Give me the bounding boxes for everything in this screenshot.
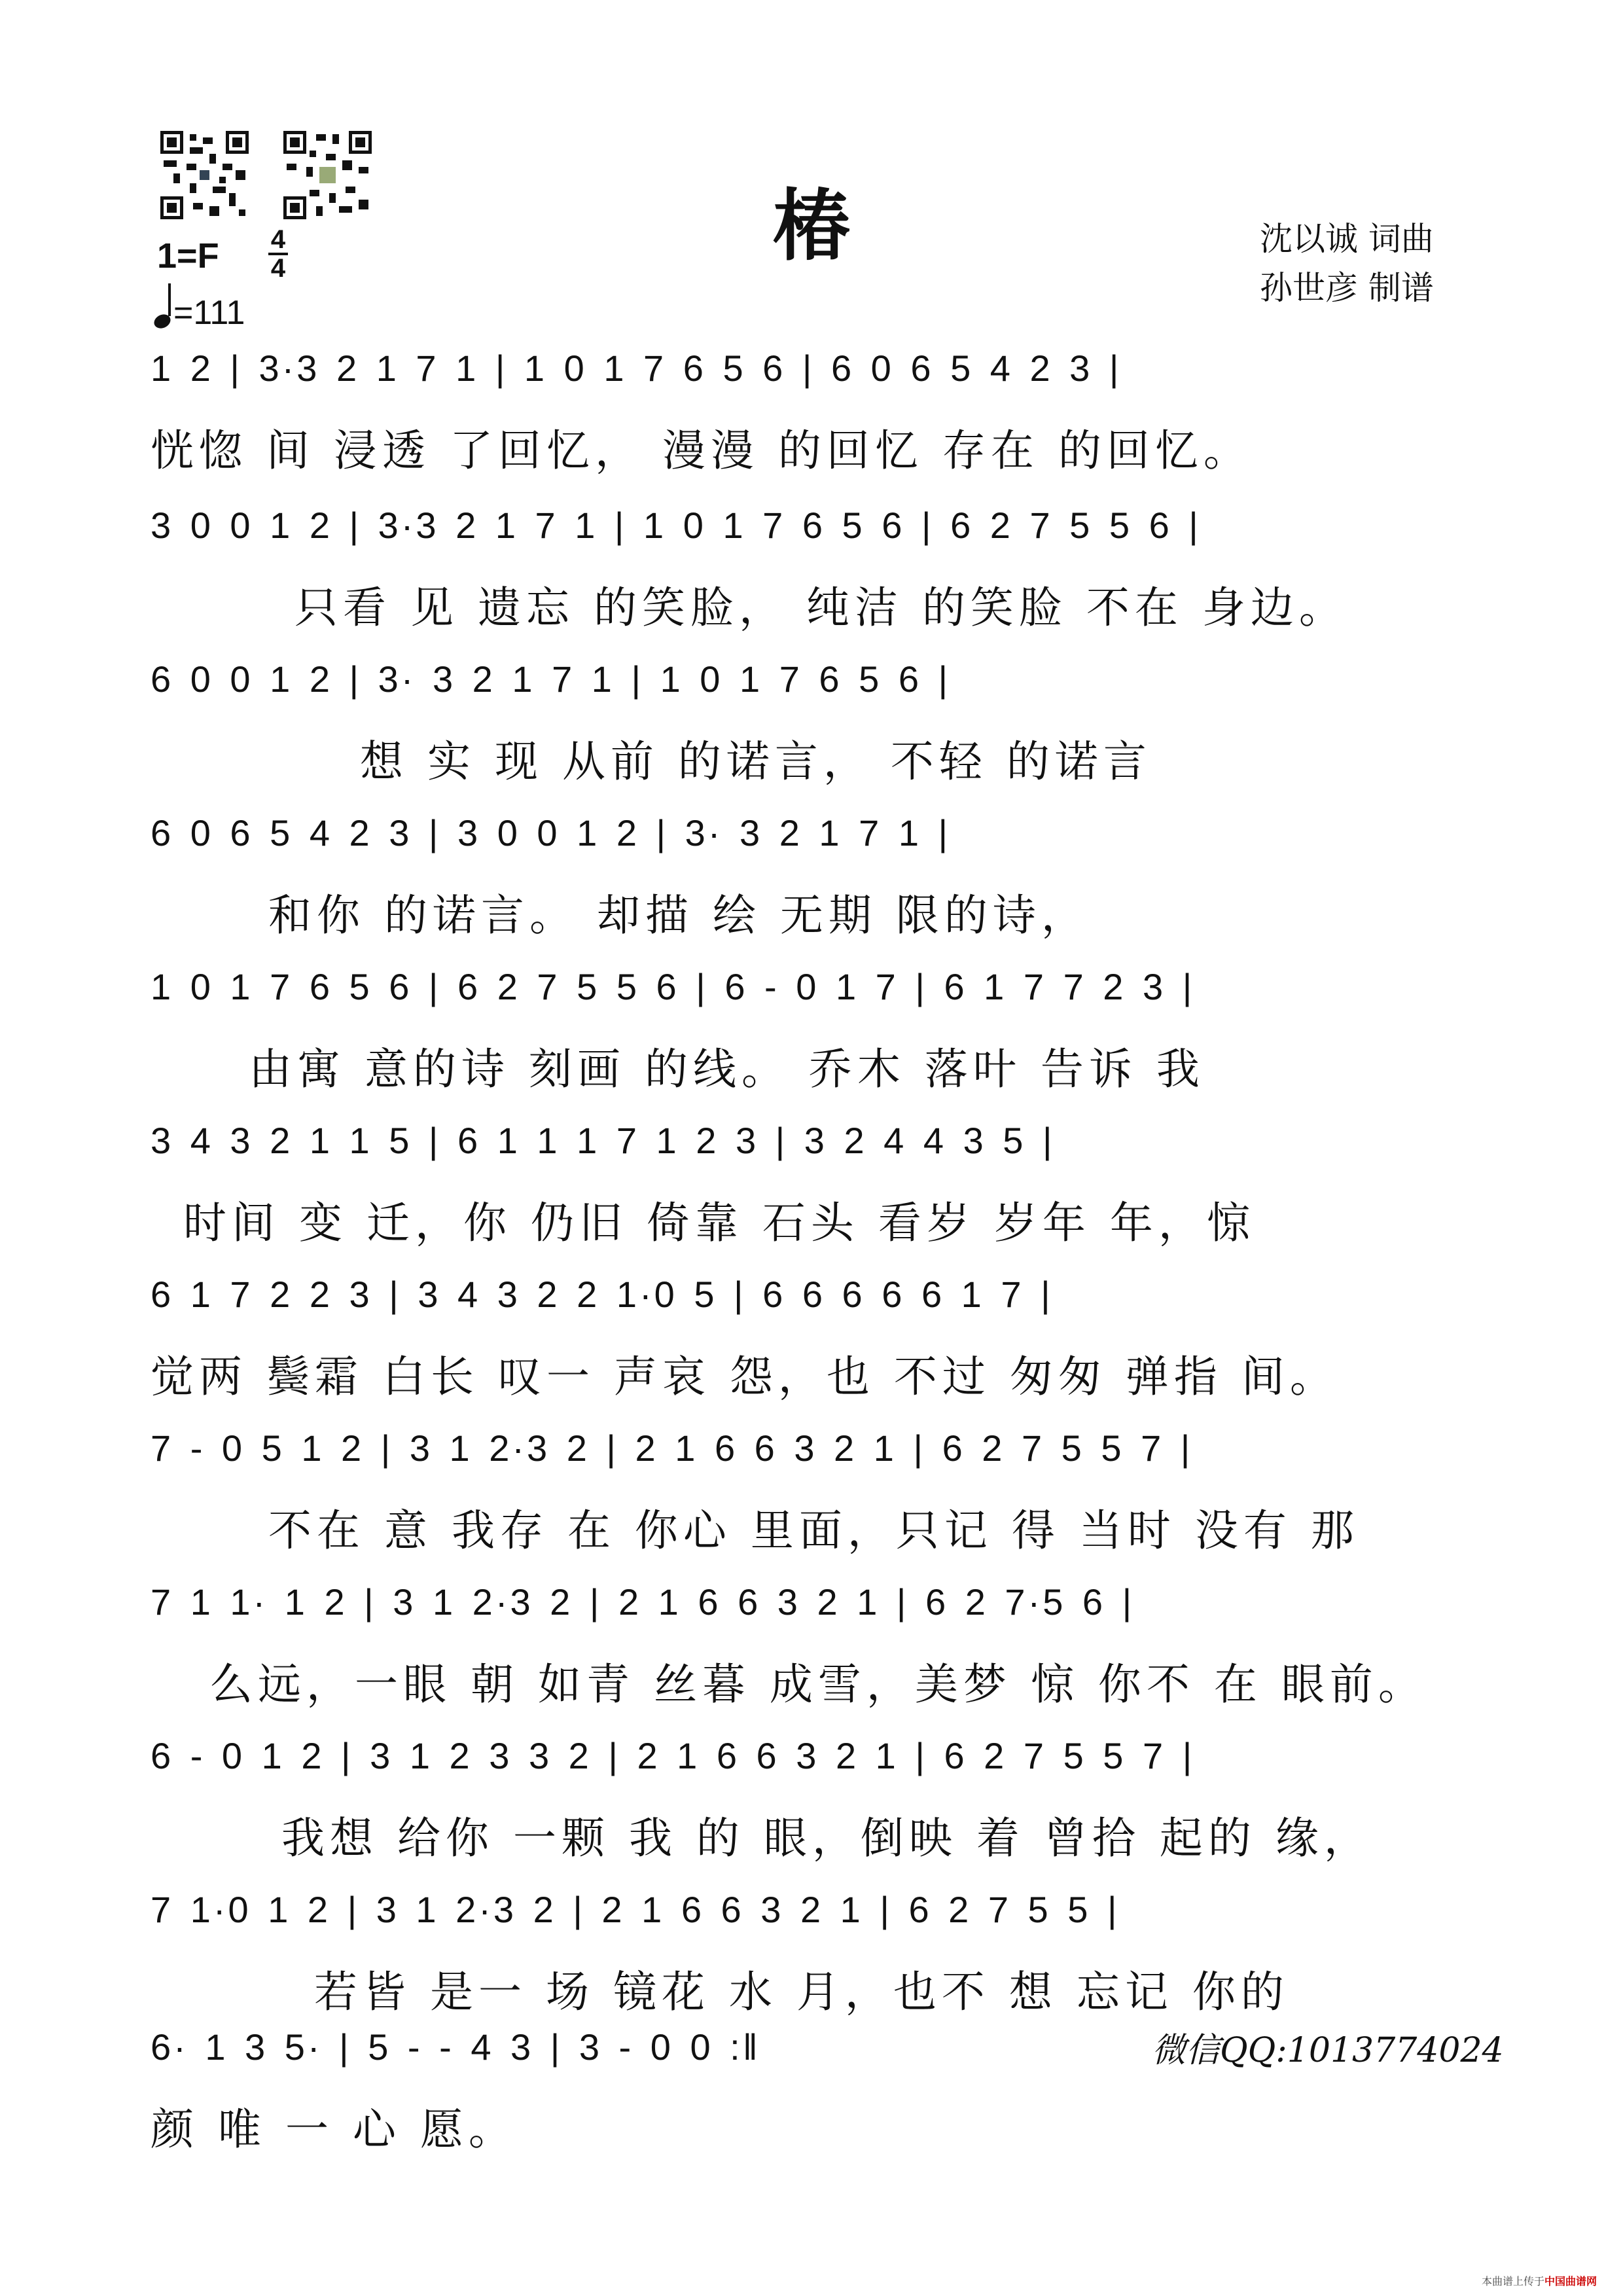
- wechat-qq-contact: 微信QQ:1013774024: [1152, 2031, 1504, 2070]
- system-2: [151, 504, 1472, 635]
- system-7: [151, 1273, 1472, 1404]
- system-lyrics: 若皆 是一 场 镜花 水 月，也不 想 忘记 你的: [314, 1967, 1289, 2017]
- system-notes: 7 1 1· 1 2 | 3 1 2·3 2 | 2 1 6 6 3 2 1 | 6 2 7·5 6 |: [151, 1581, 1135, 1623]
- system-11: [151, 1888, 1472, 2019]
- tempo-value: =111: [173, 294, 245, 332]
- system-notes: 1 0 1 7 6 5 6 | 6 2 7 5 5 6 | 6 - 0 1 7 | 6 1 7 7 2 3 |: [151, 966, 1195, 1007]
- system-notes: 6· 1 3 5· | 5 - - 4 3 | 3 - 0 0 :‖: [151, 2026, 760, 2068]
- system-notes: 6 0 0 1 2 | 3· 3 2 1 7 1 | 1 0 1 7 6 5 6 |: [151, 658, 951, 700]
- system-lyrics: 不在 意 我存 在 你心 里面，只记 得 当时 没有 那: [268, 1505, 1359, 1556]
- system-4: [151, 812, 1472, 942]
- footer-site: 中国曲谱网: [1544, 2275, 1597, 2287]
- system-lyrics: 和你 的诺言。 却描 绘 无期 限的诗，: [268, 890, 1090, 941]
- system-lyrics: 由寓 意的诗 刻画 的线。 乔木 落叶 告诉 我: [249, 1044, 1205, 1094]
- key-signature: 1=F: [157, 236, 219, 276]
- system-5: [151, 965, 1472, 1096]
- system-10: [151, 1734, 1472, 1865]
- time-signature: [268, 226, 288, 281]
- time-signature-top: 4: [270, 225, 286, 254]
- system-lyrics: 想 实 现 从前 的诺言， 不轻 的诺言: [360, 736, 1152, 787]
- credit-transcriber: 孙世彦 制谱: [1260, 269, 1434, 307]
- system-1: [151, 347, 1472, 478]
- system-6: [151, 1119, 1472, 1250]
- tempo-mark: [154, 291, 245, 332]
- system-notes: 3 4 3 2 1 1 5 | 6 1 1 1 7 1 2 3 | 3 2 4 4 3 5 |: [151, 1120, 1055, 1161]
- quarter-note-stem: [168, 283, 171, 316]
- system-8: [151, 1427, 1472, 1558]
- system-notes: 1 2 | 3·3 2 1 7 1 | 1 0 1 7 6 5 6 | 6 0 6 5 4 2 3 |: [151, 348, 1122, 389]
- system-lyrics: 时间 变 迁，你 仍旧 倚靠 石头 看岁 岁年 年，惊: [183, 1198, 1255, 1248]
- system-notes: 6 1 7 2 2 3 | 3 4 3 2 2 1·0 5 | 6 6 6 6 6 1 7 |: [151, 1274, 1053, 1315]
- system-notes: 7 1·0 1 2 | 3 1 2·3 2 | 2 1 6 6 3 2 1 | 6 2 7 5 5 |: [151, 1889, 1120, 1930]
- song-title: 椿: [772, 180, 850, 271]
- system-notes: 6 - 0 1 2 | 3 1 2 3 3 2 | 2 1 6 6 3 2 1 | 6 2 7 5 5 7 |: [151, 1735, 1195, 1776]
- system-3: [151, 658, 1472, 789]
- time-signature-bottom: 4: [270, 254, 286, 283]
- footer-source: [1482, 2273, 1597, 2288]
- system-notes: 6 0 6 5 4 2 3 | 3 0 0 1 2 | 3· 3 2 1 7 1 |: [151, 812, 951, 853]
- system-lyrics: 恍惚 间 浸透 了回忆， 漫漫 的回忆 存在 的回忆。: [151, 425, 1252, 476]
- system-notes: 3 0 0 1 2 | 3·3 2 1 7 1 | 1 0 1 7 6 5 6 | 6 2 7 5 5 6 |: [151, 505, 1201, 546]
- system-notes: 7 - 0 5 1 2 | 3 1 2·3 2 | 2 1 6 6 3 2 1 | 6 2 7 5 5 7 |: [151, 1427, 1193, 1469]
- system-lyrics: 觉两 鬓霜 白长 叹一 声哀 怨，也 不过 匆匆 弹指 间。: [151, 1352, 1338, 1402]
- system-lyrics: 颜 唯 一 心 愿。: [151, 2104, 517, 2155]
- system-lyrics: 么远，一眼 朝 如青 丝暮 成雪，美梦 惊 你不 在 眼前。: [209, 1659, 1427, 1710]
- system-9: [151, 1581, 1472, 1712]
- footer-prefix: 本曲谱上传于: [1481, 2275, 1544, 2287]
- credit-lyricist-composer: 沈以诚 词曲: [1260, 220, 1434, 258]
- system-lyrics: 只看 见 遗忘 的笑脸， 纯洁 的笑脸 不在 身边。: [294, 583, 1347, 633]
- system-lyrics: 我想 给你 一颗 我 的 眼，倒映 着 曾拾 起的 缘，: [281, 1813, 1372, 1863]
